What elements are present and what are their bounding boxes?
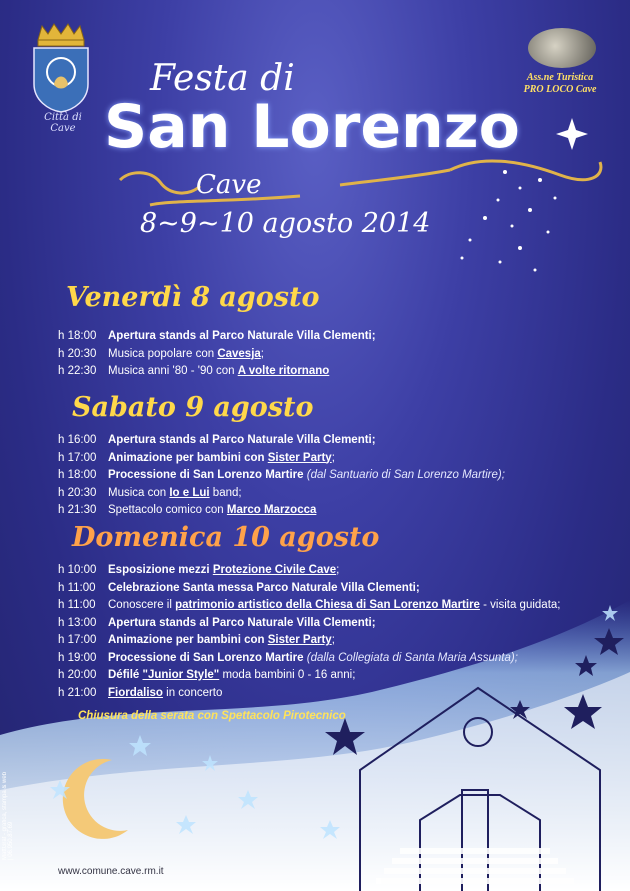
schedule-item: h 20:00 Défilé "Junior Style" moda bambini 0 - 16 anni; (58, 669, 356, 681)
association-line2: PRO LOCO Cave (523, 84, 597, 95)
day-heading-saturday: Sabato 9 agosto (72, 392, 314, 423)
gold-flourish (120, 161, 601, 205)
schedule-item: h 11:00 Conoscere il patrimonio artistico della Chiesa di San Lorenzo Martire - visita guidata; (58, 599, 561, 611)
citta-di-cave (28, 112, 98, 134)
citta-line2: Cave (50, 123, 76, 134)
friday-schedule (58, 328, 376, 381)
schedule-item: h 20:30 Musica popolare con Cavesja; (58, 347, 264, 360)
schedule-item: h 13:00 Apertura stands al Parco Naturale Villa Clementi; (58, 616, 376, 629)
saturday-schedule (58, 432, 505, 520)
pro-loco-logo (528, 28, 596, 68)
schedule-item: h 20:30 Musica con Io e Lui band; (58, 486, 242, 499)
closing-note: Chiusura della serata con Spettacolo Pirotecnico (78, 710, 346, 722)
sunday-schedule (58, 562, 560, 702)
schedule-item: h 18:00 Apertura stands al Parco Naturale Villa Clementi; (58, 330, 376, 342)
website-link[interactable]: www.comune.cave.rm.it (58, 866, 164, 877)
schedule-item: h 18:00 Processione di San Lorenzo Martire (dal Santuario di San Lorenzo Martire); (58, 469, 505, 481)
schedule-item: h 21:00 Fiordaliso in concerto (58, 686, 223, 699)
schedule-item: h 21:30 Spettacolo comico con Marco Marzocca (58, 504, 317, 516)
association-line1: Ass.ne Turistica (526, 72, 594, 83)
title-main: San Lorenzo (104, 92, 520, 162)
title-festa: Festa di (150, 58, 295, 99)
title-dates: 8~9~10 agosto 2014 (140, 208, 431, 239)
schedule-item: h 22:30 Musica anni '80 - '90 con A volte ritornano (58, 365, 330, 377)
city-crest-icon (30, 22, 92, 114)
schedule-item: h 10:00 Esposizione mezzi Protezione Civile Cave; (58, 564, 340, 576)
day-heading-friday: Venerdì 8 agosto (66, 282, 320, 313)
printer-credit: MattGraf - grafica, stampa & web | 06.950.87.69 (2, 771, 14, 860)
title-town: Cave (196, 170, 262, 200)
schedule-item: h 19:00 Processione di San Lorenzo Martire (dalla Collegiata di Santa Maria Assunta); (58, 651, 518, 664)
schedule-item: h 17:00 Animazione per bambini con Sister Party; (58, 451, 335, 464)
schedule-item: h 17:00 Animazione per bambini con Sister Party; (58, 634, 335, 646)
day-heading-sunday: Domenica 10 agosto (72, 522, 380, 553)
citta-line1: Città di (44, 112, 82, 123)
schedule-item: h 11:00 Celebrazione Santa messa Parco Naturale Villa Clementi; (58, 581, 420, 594)
schedule-item: h 16:00 Apertura stands al Parco Naturale Villa Clementi; (58, 434, 376, 446)
